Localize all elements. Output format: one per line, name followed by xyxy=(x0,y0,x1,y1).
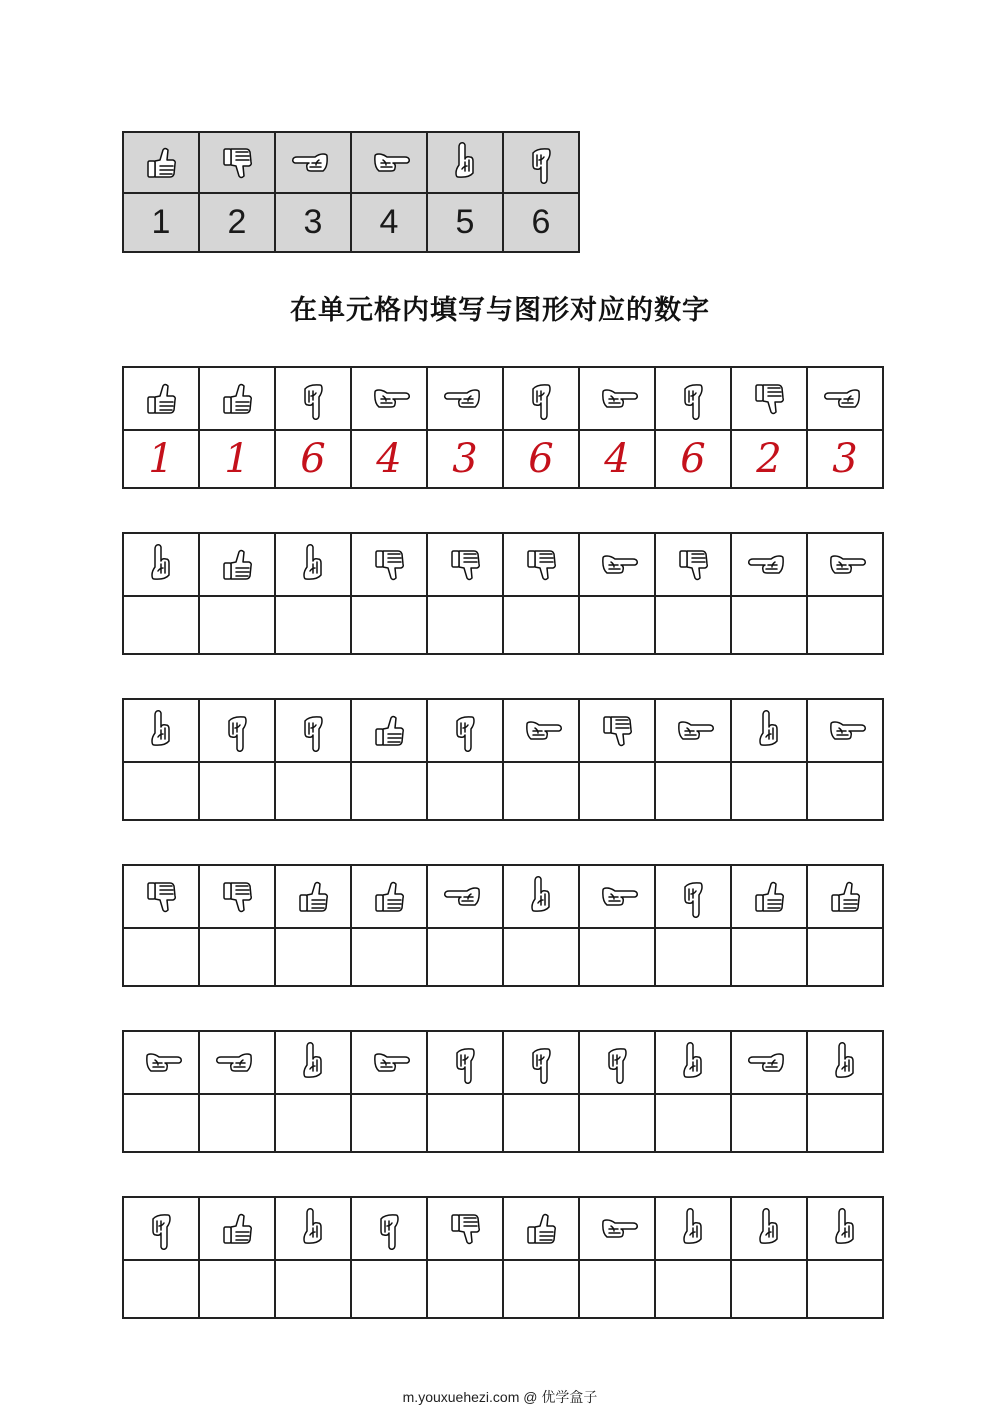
point-down-icon xyxy=(671,875,715,919)
answer-cell[interactable] xyxy=(123,1094,199,1152)
answer-cell[interactable] xyxy=(655,1260,731,1318)
key-icon-cell xyxy=(427,132,503,193)
answer-cell[interactable] xyxy=(579,928,655,986)
answer-cell[interactable] xyxy=(199,430,275,488)
answer-cell[interactable] xyxy=(731,430,807,488)
point-up-icon xyxy=(747,709,791,753)
answer-cell[interactable] xyxy=(427,928,503,986)
answer-cell[interactable] xyxy=(351,430,427,488)
key-table xyxy=(122,131,580,253)
answer-cell[interactable] xyxy=(807,762,883,820)
answer-cell[interactable] xyxy=(579,430,655,488)
point-right-icon xyxy=(519,709,563,753)
icon-cell xyxy=(351,865,427,928)
icon-cell xyxy=(655,1197,731,1260)
icon-cell xyxy=(655,367,731,430)
thumb-down-icon xyxy=(139,875,183,919)
exercise-grid-4 xyxy=(122,864,884,987)
icon-cell xyxy=(655,699,731,762)
icon-cell xyxy=(731,533,807,596)
icon-cell xyxy=(351,699,427,762)
answer-cell[interactable] xyxy=(731,1094,807,1152)
icon-cell xyxy=(199,865,275,928)
icon-cell xyxy=(275,1031,351,1094)
key-icon-cell xyxy=(503,132,579,193)
point-down-icon xyxy=(671,377,715,421)
icon-cell xyxy=(731,865,807,928)
answer-cell[interactable] xyxy=(427,430,503,488)
answer-row xyxy=(123,1094,883,1152)
answer-cell[interactable] xyxy=(731,762,807,820)
icon-cell xyxy=(807,865,883,928)
handwritten-answer: 4 xyxy=(604,436,630,482)
answer-cell[interactable] xyxy=(199,1260,275,1318)
point-up-icon xyxy=(443,141,487,185)
point-down-icon xyxy=(519,141,563,185)
handwritten-answer: 6 xyxy=(528,436,554,482)
icon-cell xyxy=(503,865,579,928)
icon-cell xyxy=(579,1197,655,1260)
handwritten-answer: 6 xyxy=(680,436,706,482)
answer-cell[interactable] xyxy=(351,1094,427,1152)
icon-cell xyxy=(427,1197,503,1260)
icon-cell xyxy=(731,699,807,762)
icon-row xyxy=(123,865,883,928)
point-down-icon xyxy=(595,1041,639,1085)
answer-cell[interactable] xyxy=(503,430,579,488)
answer-cell[interactable] xyxy=(655,596,731,654)
icon-cell xyxy=(351,1197,427,1260)
answer-cell[interactable] xyxy=(655,928,731,986)
answer-cell[interactable] xyxy=(503,596,579,654)
exercise-grid-3 xyxy=(122,698,884,821)
answer-cell[interactable] xyxy=(807,928,883,986)
key-number-cell: 3 xyxy=(275,193,351,252)
icon-cell xyxy=(199,699,275,762)
point-up-icon xyxy=(823,1041,867,1085)
answer-cell[interactable] xyxy=(123,596,199,654)
icon-cell xyxy=(275,367,351,430)
thumb-down-icon xyxy=(443,543,487,587)
icon-cell xyxy=(579,533,655,596)
thumb-up-icon xyxy=(747,875,791,919)
point-left-icon xyxy=(747,543,791,587)
icon-row xyxy=(123,699,883,762)
point-down-icon xyxy=(367,1207,411,1251)
point-left-icon xyxy=(215,1041,259,1085)
handwritten-answer: 1 xyxy=(224,436,250,482)
point-up-icon xyxy=(671,1041,715,1085)
thumb-up-icon xyxy=(215,1207,259,1251)
handwritten-answer: 3 xyxy=(452,436,478,482)
answer-cell[interactable] xyxy=(655,430,731,488)
icon-cell xyxy=(807,533,883,596)
handwritten-answer: 2 xyxy=(756,436,782,482)
icon-row xyxy=(123,367,883,430)
answer-cell[interactable] xyxy=(123,1260,199,1318)
key-icon-cell xyxy=(351,132,427,193)
thumb-down-icon xyxy=(747,377,791,421)
point-left-icon xyxy=(443,377,487,421)
answer-cell[interactable] xyxy=(579,1260,655,1318)
page-title: 在单元格内填写与图形对应的数字 xyxy=(290,295,710,326)
icon-cell xyxy=(199,1197,275,1260)
point-left-icon xyxy=(823,377,867,421)
answer-cell[interactable] xyxy=(503,1094,579,1152)
answer-cell[interactable] xyxy=(427,1260,503,1318)
icon-cell xyxy=(807,1197,883,1260)
icon-cell xyxy=(731,1197,807,1260)
thumb-up-icon xyxy=(519,1207,563,1251)
answer-cell[interactable] xyxy=(275,762,351,820)
icon-cell xyxy=(351,1031,427,1094)
icon-cell xyxy=(731,367,807,430)
point-down-icon xyxy=(291,709,335,753)
icon-cell xyxy=(123,533,199,596)
icon-cell xyxy=(199,1031,275,1094)
key-number-cell: 6 xyxy=(503,193,579,252)
point-down-icon xyxy=(139,1207,183,1251)
icon-cell xyxy=(199,533,275,596)
answer-cell[interactable] xyxy=(199,928,275,986)
point-down-icon xyxy=(519,377,563,421)
point-up-icon xyxy=(139,543,183,587)
answer-row xyxy=(123,762,883,820)
icon-cell xyxy=(655,865,731,928)
icon-row xyxy=(123,1197,883,1260)
thumb-down-icon xyxy=(519,543,563,587)
answer-cell[interactable] xyxy=(579,1094,655,1152)
icon-cell xyxy=(655,533,731,596)
point-right-icon xyxy=(823,709,867,753)
key-icon-cell xyxy=(275,132,351,193)
footer-credit: m.youxuehezi.com @ 优学盒子 xyxy=(402,1389,598,1405)
icon-cell xyxy=(275,699,351,762)
exercise-grid-5 xyxy=(122,1030,884,1153)
point-up-icon xyxy=(291,543,335,587)
icon-cell xyxy=(427,533,503,596)
answer-cell[interactable] xyxy=(503,1260,579,1318)
icon-cell xyxy=(275,533,351,596)
point-right-icon xyxy=(595,875,639,919)
answer-row xyxy=(123,596,883,654)
exercise-grid-2 xyxy=(122,532,884,655)
thumb-up-icon xyxy=(367,875,411,919)
answer-cell[interactable] xyxy=(731,928,807,986)
icon-cell xyxy=(351,533,427,596)
point-up-icon xyxy=(139,709,183,753)
key-number-cell: 5 xyxy=(427,193,503,252)
icon-cell xyxy=(427,865,503,928)
icon-cell xyxy=(123,1197,199,1260)
answer-cell[interactable] xyxy=(199,596,275,654)
answer-cell[interactable] xyxy=(427,596,503,654)
answer-row xyxy=(123,928,883,986)
thumb-down-icon xyxy=(367,543,411,587)
point-up-icon xyxy=(671,1207,715,1251)
point-down-icon xyxy=(215,709,259,753)
point-left-icon xyxy=(443,875,487,919)
exercise-grid-1 xyxy=(122,366,884,489)
point-up-icon xyxy=(519,875,563,919)
thumb-up-icon xyxy=(215,377,259,421)
icon-cell xyxy=(123,865,199,928)
key-number-cell: 2 xyxy=(199,193,275,252)
thumb-up-icon xyxy=(139,141,183,185)
thumb-down-icon xyxy=(215,141,259,185)
point-right-icon xyxy=(367,141,411,185)
answer-cell[interactable] xyxy=(275,596,351,654)
key-number-cell: 4 xyxy=(351,193,427,252)
point-right-icon xyxy=(367,377,411,421)
answer-cell[interactable] xyxy=(807,430,883,488)
icon-cell xyxy=(655,1031,731,1094)
point-down-icon xyxy=(443,709,487,753)
point-up-icon xyxy=(291,1207,335,1251)
point-up-icon xyxy=(291,1041,335,1085)
icon-cell xyxy=(503,533,579,596)
answer-cell[interactable] xyxy=(123,430,199,488)
answer-cell[interactable] xyxy=(807,1094,883,1152)
handwritten-answer: 1 xyxy=(148,436,174,482)
point-right-icon xyxy=(139,1041,183,1085)
handwritten-answer: 4 xyxy=(376,436,402,482)
point-down-icon xyxy=(519,1041,563,1085)
key-icon-cell xyxy=(199,132,275,193)
icon-cell xyxy=(579,367,655,430)
icon-cell xyxy=(351,367,427,430)
point-left-icon xyxy=(291,141,335,185)
thumb-up-icon xyxy=(823,875,867,919)
point-up-icon xyxy=(747,1207,791,1251)
icon-cell xyxy=(579,699,655,762)
answer-row xyxy=(123,430,883,488)
answer-cell[interactable] xyxy=(275,928,351,986)
icon-cell xyxy=(807,699,883,762)
thumb-down-icon xyxy=(443,1207,487,1251)
answer-cell[interactable] xyxy=(807,596,883,654)
answer-cell[interactable] xyxy=(655,762,731,820)
point-left-icon xyxy=(747,1041,791,1085)
answer-cell[interactable] xyxy=(351,1260,427,1318)
thumb-up-icon xyxy=(139,377,183,421)
icon-cell xyxy=(807,367,883,430)
icon-cell xyxy=(503,699,579,762)
icon-cell xyxy=(123,1031,199,1094)
answer-cell[interactable] xyxy=(427,1094,503,1152)
key-number-row xyxy=(123,193,579,252)
answer-cell[interactable] xyxy=(275,430,351,488)
icon-cell xyxy=(427,699,503,762)
answer-cell[interactable] xyxy=(351,762,427,820)
answer-cell[interactable] xyxy=(655,1094,731,1152)
answer-cell[interactable] xyxy=(199,1094,275,1152)
key-number-cell: 1 xyxy=(123,193,199,252)
icon-cell xyxy=(503,1031,579,1094)
key-icon-row xyxy=(123,132,579,193)
exercise-grid-6 xyxy=(122,1196,884,1319)
thumb-down-icon xyxy=(595,709,639,753)
answer-cell[interactable] xyxy=(503,762,579,820)
icon-cell xyxy=(199,367,275,430)
answer-cell[interactable] xyxy=(427,762,503,820)
icon-row xyxy=(123,533,883,596)
handwritten-answer: 3 xyxy=(832,436,858,482)
answer-cell[interactable] xyxy=(351,596,427,654)
answer-cell[interactable] xyxy=(275,1260,351,1318)
answer-cell[interactable] xyxy=(123,762,199,820)
point-down-icon xyxy=(443,1041,487,1085)
thumb-down-icon xyxy=(215,875,259,919)
point-up-icon xyxy=(823,1207,867,1251)
answer-row xyxy=(123,1260,883,1318)
icon-row xyxy=(123,1031,883,1094)
answer-cell[interactable] xyxy=(807,1260,883,1318)
icon-cell xyxy=(123,699,199,762)
point-down-icon xyxy=(291,377,335,421)
answer-cell[interactable] xyxy=(731,596,807,654)
icon-cell xyxy=(579,1031,655,1094)
answer-cell[interactable] xyxy=(351,928,427,986)
answer-cell[interactable] xyxy=(731,1260,807,1318)
thumb-up-icon xyxy=(215,543,259,587)
point-right-icon xyxy=(671,709,715,753)
answer-cell[interactable] xyxy=(503,928,579,986)
handwritten-answer: 6 xyxy=(300,436,326,482)
icon-cell xyxy=(731,1031,807,1094)
point-right-icon xyxy=(595,543,639,587)
key-icon-cell xyxy=(123,132,199,193)
icon-cell xyxy=(579,865,655,928)
thumb-up-icon xyxy=(291,875,335,919)
answer-cell[interactable] xyxy=(275,1094,351,1152)
icon-cell xyxy=(503,367,579,430)
icon-cell xyxy=(275,1197,351,1260)
answer-cell[interactable] xyxy=(123,928,199,986)
point-right-icon xyxy=(823,543,867,587)
icon-cell xyxy=(275,865,351,928)
thumb-up-icon xyxy=(367,709,411,753)
icon-cell xyxy=(503,1197,579,1260)
point-right-icon xyxy=(367,1041,411,1085)
icon-cell xyxy=(427,1031,503,1094)
answer-cell[interactable] xyxy=(579,596,655,654)
answer-cell[interactable] xyxy=(579,762,655,820)
point-right-icon xyxy=(595,377,639,421)
icon-cell xyxy=(427,367,503,430)
point-right-icon xyxy=(595,1207,639,1251)
thumb-down-icon xyxy=(671,543,715,587)
icon-cell xyxy=(807,1031,883,1094)
icon-cell xyxy=(123,367,199,430)
answer-cell[interactable] xyxy=(199,762,275,820)
